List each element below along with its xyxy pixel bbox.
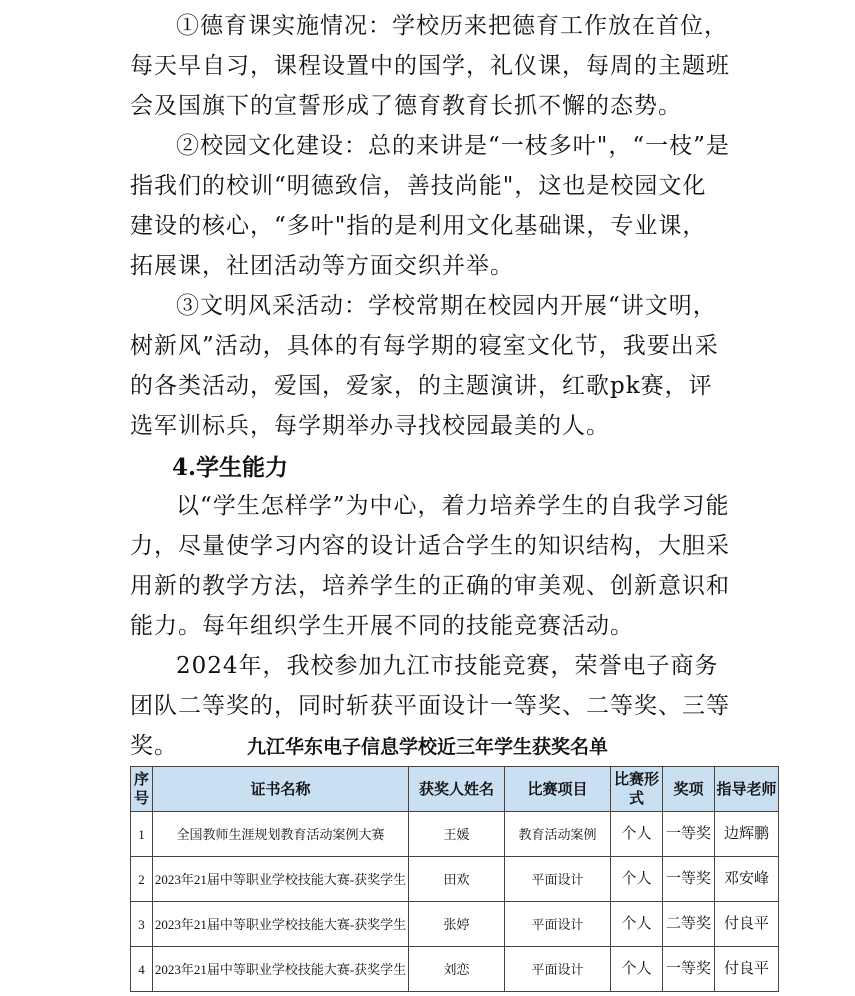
cell-winner: 田欢 [409,857,505,902]
cell-teacher: 边辉鹏 [715,812,779,857]
cell-award: 一等奖 [663,812,715,857]
cell-winner: 张婷 [409,902,505,947]
cell-certificate: 2023年21届中等职业学校技能大赛-获奖学生 [153,902,409,947]
cell-certificate: 全国教师生涯规划教育活动案例大赛 [153,812,409,857]
cell-event: 教育活动案例 [505,812,611,857]
cell-index: 3 [131,902,153,947]
cell-event: 平面设计 [505,947,611,992]
cell-certificate: 2023年21届中等职业学校技能大赛-获奖学生 [153,947,409,992]
paragraph-student-ability: 以“学生怎样学”为中心，着力培养学生的自我学习能力，尽量使学习内容的设计适合学生的知识结构，大胆采用新的教学方法，培养学生的正确的审美观、创新意识和能力。每年组织学生开展不同的技能竞赛活动。 [130,493,730,639]
cell-teacher: 付良平 [715,947,779,992]
cell-format: 个人 [611,812,663,857]
cell-winner: 刘恋 [409,947,505,992]
paragraph-civilization-activities: ③文明风采活动：学校常期在校园内开展“讲文明，树新风”活动，具体的有每学期的寝室文化节，我要出采的各类活动，爱国，爱家，的主题演讲，红歌pk赛，评选军训标兵，每学期举办寻找校园最美的人。 [130,293,719,439]
paragraph-moral-education: ①德育课实施情况：学校历来把德育工作放在首位，每天早自习，课程设置中的国学，礼仪课，每周的主题班会及国旗下的宣誓形成了德育教育长抓不懈的态势。 [130,13,730,119]
cell-format: 个人 [611,857,663,902]
section-heading: 4.学生能力 [172,454,289,481]
table-row [131,812,779,857]
cell-teacher: 付良平 [715,902,779,947]
table-row [131,947,779,992]
cell-certificate: 2023年21届中等职业学校技能大赛-获奖学生 [153,857,409,902]
header-certificate: 证书名称 [153,767,409,812]
header-index: 序号 [131,767,153,812]
awards-table [130,766,779,992]
header-award: 奖项 [663,767,715,812]
cell-index: 2 [131,857,153,902]
header-format: 比赛形式 [611,767,663,812]
table-header-row [131,767,779,812]
table-title: 九江华东电子信息学校近三年学生获奖名单 [246,736,608,758]
cell-format: 个人 [611,947,663,992]
cell-index: 1 [131,812,153,857]
cell-event: 平面设计 [505,857,611,902]
cell-index: 4 [131,947,153,992]
cell-award: 一等奖 [663,857,715,902]
paragraph-competition-2024: 2024年，我校参加九江市技能竞赛，荣誉电子商务团队二等奖的，同时斩获平面设计一等奖、二等奖、三等奖。 [130,653,730,759]
cell-winner: 王媛 [409,812,505,857]
cell-award: 一等奖 [663,947,715,992]
header-event: 比赛项目 [505,767,611,812]
table-row [131,902,779,947]
paragraph-campus-culture: ②校园文化建设：总的来讲是“一枝多叶"，“一枝”是指我们的校训“明德致信，善技尚能"，这也是校园文化建设的核心，“多叶"指的是利用文化基础课，专业课，拓展课，社团活动等方面交织并举。 [130,133,730,279]
cell-teacher: 邓安峰 [715,857,779,902]
header-teacher: 指导老师 [715,767,779,812]
cell-event: 平面设计 [505,902,611,947]
header-winner: 获奖人姓名 [409,767,505,812]
cell-award: 二等奖 [663,902,715,947]
table-row [131,857,779,902]
cell-format: 个人 [611,902,663,947]
